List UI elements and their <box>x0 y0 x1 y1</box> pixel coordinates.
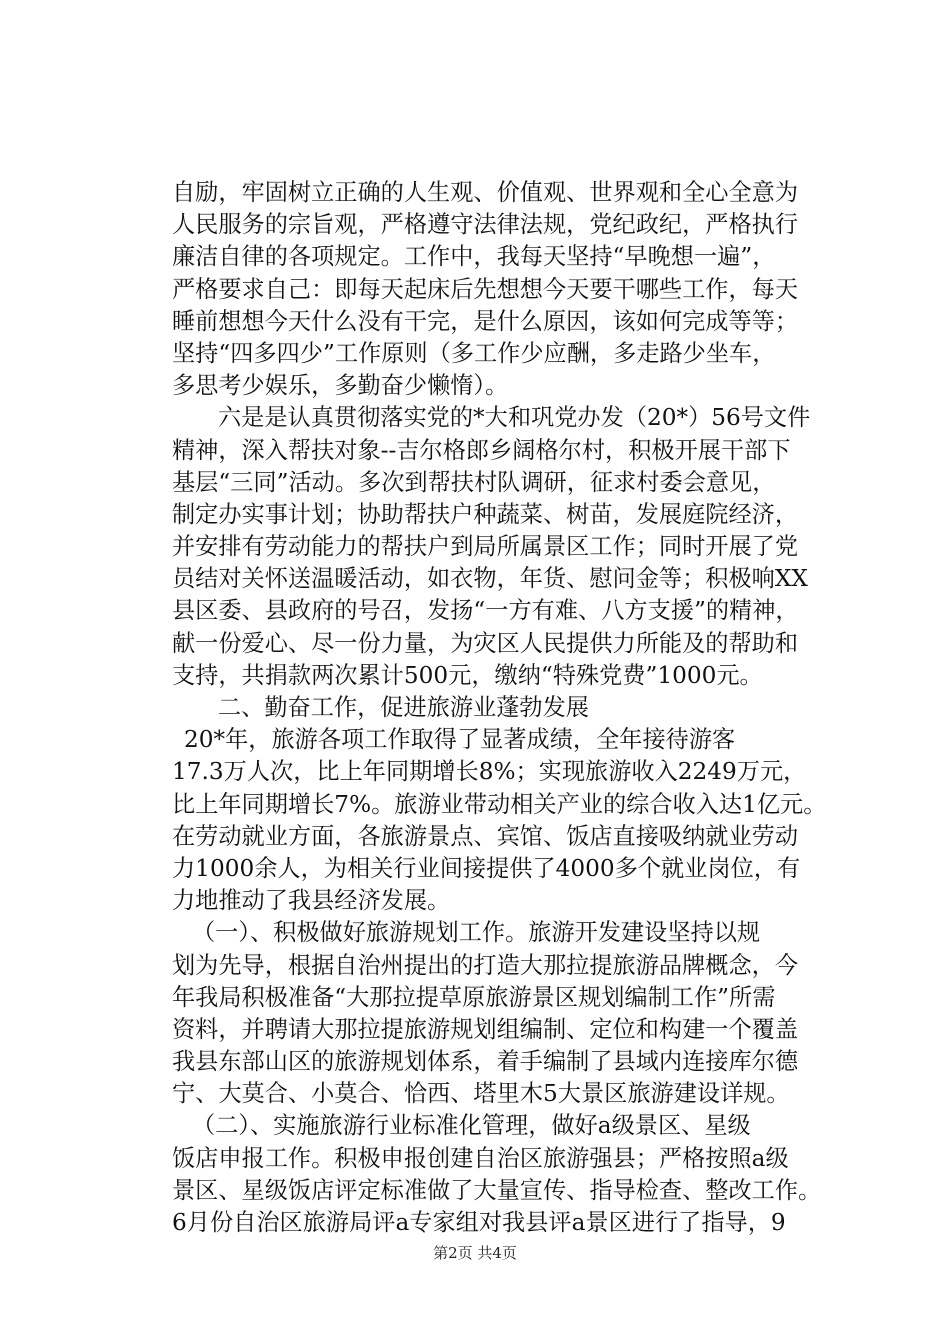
paragraph-line: 支持，共捐款两次累计500元，缴纳“特殊党费”1000元。 <box>172 661 763 689</box>
paragraph-line: 并安排有劳动能力的帮扶户到局所属景区工作；同时开展了党 <box>172 533 799 561</box>
subsection-line: （二）、实施旅游行业标准化管理，做好a级景区、星级 <box>192 1112 751 1140</box>
paragraph-line: 年我局积极准备“大那拉提草原旅游景区规划编制工作”所需 <box>172 983 776 1011</box>
subsection-line: （一）、积极做好旅游规划工作。旅游开发建设坚持以规 <box>192 919 761 947</box>
paragraph-line: 宁、大莫合、小莫合、恰西、塔里木5大景区旅游建设详规。 <box>172 1080 790 1108</box>
paragraph-line: 献一份爱心、尽一份力量，为灾区人民提供力所能及的帮助和 <box>172 629 799 657</box>
paragraph-line: 自励，牢固树立正确的人生观、价值观、世界观和全心全意为 <box>172 179 799 206</box>
paragraph-line: 在劳动就业方面，各旅游景点、宾馆、饭店直接吸纳就业劳动 <box>172 822 799 850</box>
paragraph-line: 多思考少娱乐，多勤奋少懒惰）。 <box>172 372 509 400</box>
paragraph-line: 制定办实事计划；协助帮扶户种蔬菜、树苗，发展庭院经济， <box>172 500 799 528</box>
paragraph-line: 17.3万人次，比上年同期增长8%；实现旅游收入2249万元， <box>172 758 807 786</box>
paragraph-line: 我县东部山区的旅游规划体系，着手编制了县域内连接库尔德 <box>172 1048 799 1076</box>
paragraph-line: 廉洁自律的各项规定。工作中，我每天坚持“早晚想一遍”， <box>172 243 776 271</box>
paragraph-line: 严格要求自己：即每天起床后先想想今天要干哪些工作，每天 <box>172 275 799 303</box>
paragraph-line: 资料，并聘请大那拉提旅游规划组编制、定位和构建一个覆盖 <box>172 1015 799 1043</box>
paragraph-line: 睡前想想今天什么没有干完，是什么原因，该如何完成等等； <box>172 307 799 335</box>
paragraph-line: 县区委、县政府的号召，发扬“一方有难、八方支援”的精神， <box>172 597 799 625</box>
paragraph-line: 六是是认真贯彻落实党的*大和巩党办发（20*）56号文件 <box>218 404 811 432</box>
paragraph-line: 员结对关怀送温暖活动，如衣物，年货、慰问金等；积极响XX <box>172 565 808 593</box>
paragraph-line: 20*年，旅游各项工作取得了显著成绩，全年接待游客 <box>184 726 736 754</box>
paragraph-line: 比上年同期增长7%。旅游业带动相关产业的综合收入达1亿元。 <box>172 790 827 818</box>
paragraph-line: 精神，深入帮扶对象--吉尔格郎乡阔格尔村，积极开展干部下 <box>172 436 791 464</box>
paragraph-line: 基层“三同”活动。多次到帮扶村队调研，征求村委会意见， <box>172 468 776 496</box>
page-number-label: 第2页 共4页 <box>433 1244 517 1262</box>
section-heading: 二、勤奋工作，促进旅游业蓬勃发展 <box>218 694 589 721</box>
paragraph-line: 划为先导，根据自治州提出的打造大那拉提旅游品牌概念，今 <box>172 951 799 979</box>
document-body <box>172 177 832 1239</box>
paragraph-line: 坚持“四多四少”工作原则（多工作少应酬，多走路少坐车， <box>172 339 776 367</box>
page-footer <box>0 1242 950 1263</box>
paragraph-line: 6月份自治区旅游局评a专家组对我县评a景区进行了指导，9 <box>172 1209 786 1236</box>
paragraph-line: 饭店申报工作。积极申报创建自治区旅游强县；严格按照a级 <box>172 1144 789 1172</box>
paragraph-line: 力地推动了我县经济发展。 <box>172 887 451 915</box>
paragraph-line: 景区、星级饭店评定标准做了大量宣传、指导检查、整改工作。 <box>172 1176 822 1204</box>
paragraph-line: 人民服务的宗旨观，严格遵守法律法规，党纪政纪，严格执行 <box>172 211 799 239</box>
paragraph-line: 力1000余人，为相关行业间接提供了4000多个就业岗位，有 <box>172 854 801 882</box>
